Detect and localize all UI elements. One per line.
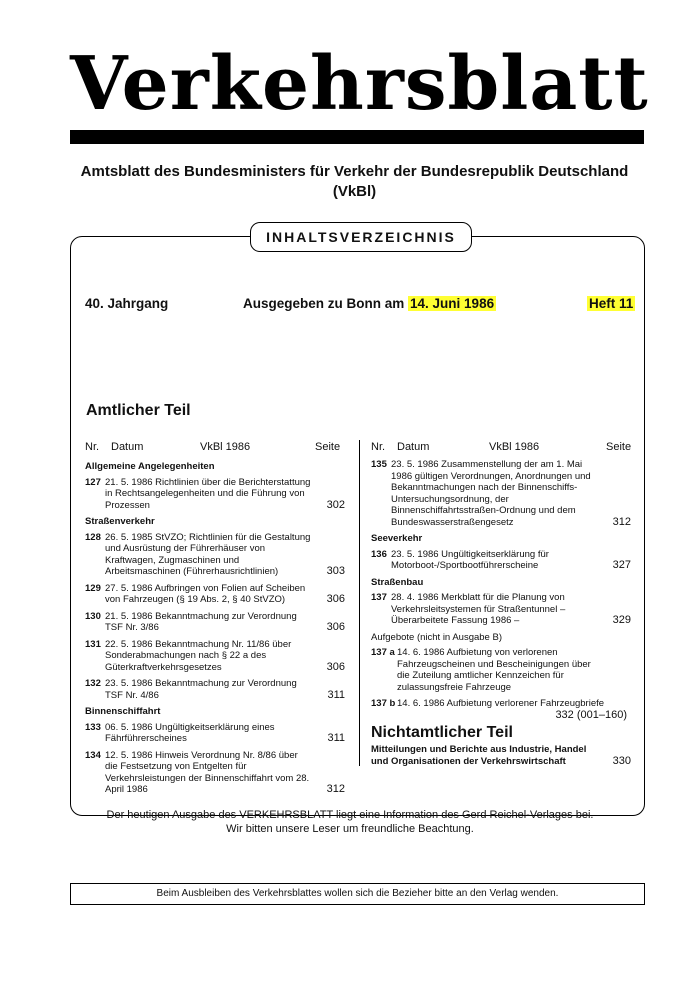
- toc-entry[interactable]: [85, 639, 345, 674]
- entry-page: 312: [326, 783, 345, 795]
- entry-page: 312: [612, 515, 631, 528]
- col-vkbl: VkBl 1986: [200, 441, 251, 453]
- entry-number: 130: [85, 610, 101, 622]
- heft: [587, 296, 635, 311]
- masthead-title: Verkehrsblatt: [70, 41, 649, 127]
- col-nr: Nr.: [85, 441, 100, 453]
- entry-number: 127: [85, 476, 101, 488]
- left-column: [85, 459, 345, 801]
- official-section-title: Amtlicher Teil: [86, 402, 191, 419]
- toc-entry[interactable]: [371, 459, 631, 528]
- footer-notice: Beim Ausbleiben des Verkehrsblattes wollen sich die Bezieher bitte an den Verlag wenden.: [70, 883, 645, 905]
- entry-text: 06. 5. 1986 Ungültigkeitserklärung eines Fährführerscheines: [105, 721, 275, 744]
- toc-entry[interactable]: [371, 592, 631, 627]
- entry-number: 128: [85, 531, 101, 543]
- category-heading: Allgemeine Angelegenheiten: [85, 461, 215, 472]
- entry-text: 14. 6. 1986 Aufbietung von verlorenen Fahrzeugscheinen und Bescheinigungen über die Zuteilung amtlicher Kennzeichen für zulassungsfreie Fahrzeuge: [397, 647, 591, 693]
- entry-page: 303: [326, 565, 345, 577]
- entry-text: 23. 5. 1986 Zusammenstellung der am 1. Mai 1986 gültigen Verordnungen, Anordnungen und Bekanntmachungen nach der Binnenschiffs-Untersuchungsordnung, der Binnenschiffahrtsstraßen-Ordnung und dem Bundeswasserstraßengesetz: [391, 459, 591, 528]
- col-vkbl: VkBl 1986: [489, 441, 540, 453]
- entry-number: 135: [371, 459, 387, 470]
- entry-text: 23. 5. 1986 Bekanntmachung zur Verordnung TSF Nr. 4/86: [105, 678, 297, 701]
- heft-number: Heft 11: [589, 296, 634, 311]
- entry-text: Mitteilungen und Berichte aus Industrie, Handel und Organisationen der Verkehrswirtschaft: [371, 744, 587, 767]
- supplement-note: Der heutigen Ausgabe des VERKEHRSBLATT liegt eine Information des Gerd Reichel-Verlages bei. Wir bitten unsere Leser um freundliche Beachtung.: [106, 809, 594, 835]
- col-nr: Nr.: [371, 441, 386, 453]
- toc-entry[interactable]: [85, 583, 345, 606]
- unofficial-section: [371, 744, 631, 772]
- issue-line: [243, 296, 496, 311]
- entry-number: 129: [85, 582, 101, 594]
- contents-label: INHALTSVERZEICHNIS: [250, 222, 472, 252]
- entry-number: 134: [85, 749, 101, 761]
- entry-page: 306: [326, 660, 345, 673]
- entry-page: 332 (001–160): [555, 709, 627, 721]
- col-seite: Seite: [315, 441, 341, 453]
- entry-text: 12. 5. 1986 Hinweis Verordnung Nr. 8/86 über die Festsetzung von Entgelten für Verkehrsleistungen der Binnenschiffahrt vom 28. April 1986: [105, 749, 310, 795]
- toc-entry[interactable]: [85, 722, 345, 745]
- entry-number: 137 b: [371, 698, 396, 709]
- entry-page: 311: [327, 732, 345, 744]
- entry-page: 330: [612, 754, 631, 767]
- entry-text: 27. 5. 1986 Aufbringen von Folien auf Scheiben von Fahrzeugen (§ 19 Abs. 2, § 40 StVZO): [105, 582, 306, 605]
- entry-number: 131: [85, 638, 101, 650]
- entry-page: 302: [326, 498, 345, 511]
- entry-number: 133: [85, 721, 101, 733]
- toc-entry[interactable]: [371, 698, 631, 722]
- issue-date: 14. Juni 1986: [410, 296, 495, 311]
- entry-text: 26. 5. 1985 StVZO; Richtlinien für die Gestaltung und Ausrüstung der Führerhäuser von Kraftwagen, Zugmaschinen und Arbeitsmaschinen (Führerhausrichtlinien): [105, 531, 311, 577]
- category-heading: Binnenschiffahrt: [85, 706, 161, 717]
- volume: 40. Jahrgang: [85, 296, 169, 311]
- col-datum: Datum: [111, 441, 144, 453]
- entry-text: 28. 4. 1986 Merkblatt für die Planung von Verkehrsleitsystemen für Straßentunnel – Überarbeitete Fassung 1986 –: [391, 592, 566, 626]
- subtitle: Amtsblatt des Bundesministers für Verkehr der Bundesrepublik Deutschland (VkBl): [80, 163, 629, 200]
- toc-entry[interactable]: [85, 678, 345, 701]
- masthead-rule: [70, 130, 644, 144]
- toc-entry[interactable]: [85, 750, 345, 796]
- entry-text: 21. 5. 1986 Bekanntmachung zur Verordnung TSF Nr. 3/86: [105, 610, 297, 633]
- entry-text: 21. 5. 1986 Richtlinien über die Berichterstattung in Rechtsangelegenheiten und die Führung von Prozessen: [105, 476, 311, 511]
- unofficial-section-title: Nichtamtlicher Teil: [371, 724, 513, 741]
- right-column: [371, 459, 631, 727]
- entry-number: 137 a: [371, 647, 395, 658]
- issued-prefix: Ausgegeben zu Bonn am: [243, 296, 405, 311]
- entry-page: 306: [326, 621, 345, 633]
- category-heading: Aufgebote (nicht in Ausgabe B): [371, 631, 502, 643]
- column-divider: [359, 440, 360, 766]
- entry-page: 329: [612, 614, 631, 626]
- category-heading: Straßenbau: [371, 576, 424, 588]
- toc-entry[interactable]: [371, 744, 631, 767]
- toc-entry[interactable]: [85, 611, 345, 634]
- col-seite: Seite: [606, 441, 632, 453]
- toc-entry[interactable]: [85, 477, 345, 512]
- entry-page: 311: [327, 688, 345, 701]
- entry-text: 23. 5. 1986 Ungültigkeitserklärung für Motorboot-/Sportbootführerscheine: [391, 548, 549, 571]
- entry-number: 132: [85, 678, 101, 689]
- category-heading: Seeverkehr: [371, 533, 423, 544]
- entry-page: 306: [326, 593, 345, 605]
- entry-number: 137: [371, 592, 387, 603]
- entry-number: 136: [371, 548, 387, 560]
- category-heading: Straßenverkehr: [85, 516, 155, 527]
- toc-entry[interactable]: [371, 647, 631, 693]
- entry-text: 14. 6. 1986 Aufbietung verlorener Fahrzeugbriefe: [397, 698, 605, 709]
- col-datum: Datum: [397, 441, 430, 453]
- toc-entry[interactable]: [85, 532, 345, 578]
- entry-page: 327: [612, 559, 631, 571]
- entry-text: 22. 5. 1986 Bekanntmachung Nr. 11/86 über Sonderabmachungen nach § 22 a des Güterkraftverkehrsgesetzes: [105, 638, 292, 673]
- toc-entry[interactable]: [371, 549, 631, 572]
